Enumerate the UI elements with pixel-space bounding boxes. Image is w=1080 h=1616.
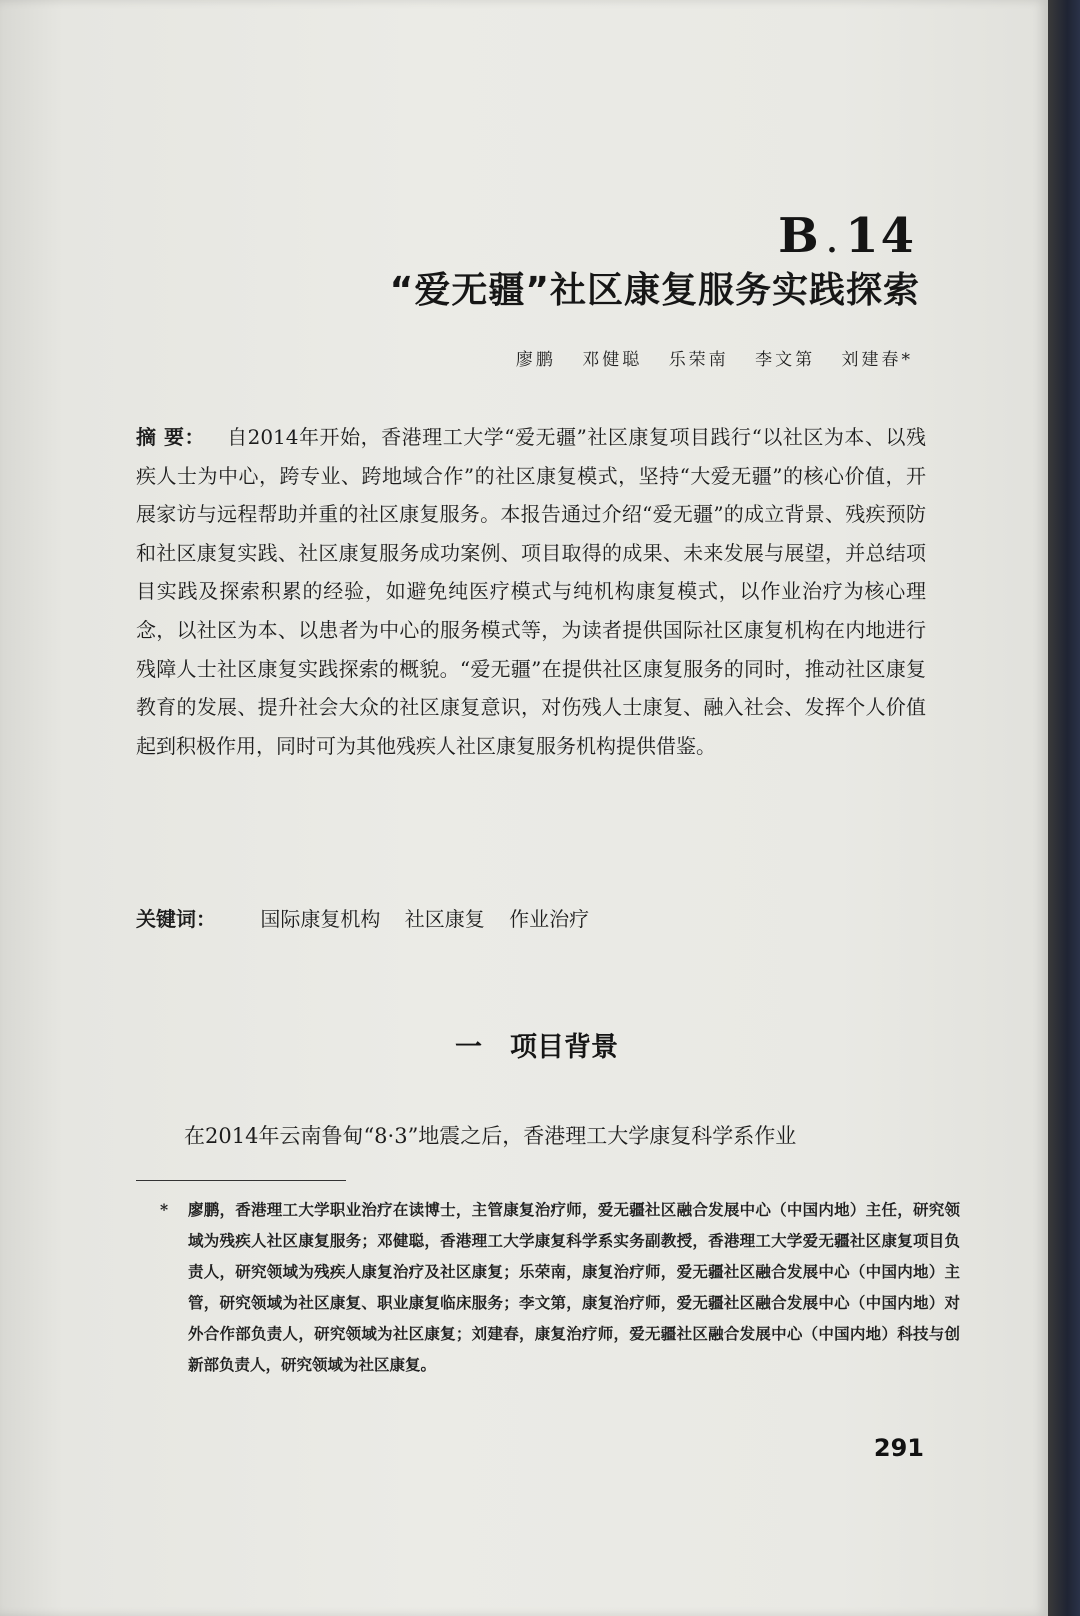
keywords-label: 关键词： <box>136 907 216 931</box>
section-number: 一 <box>455 1032 482 1063</box>
author: 刘建春* <box>841 350 913 370</box>
book-spine-edge <box>1048 0 1080 1616</box>
abstract-text: 自2014年开始，香港理工大学“爱无疆”社区康复项目践行“以社区为本、以残疾人士为中心，跨专业、跨地域合作”的社区康复模式，坚持“大爱无疆”的核心价值，开展家访与远程帮助并重的社区康复服务。本报告通过介绍“爱无疆”的成立背景、残疾预防和社区康复实践、社区康复服务成功案例、项目取得的成果、未来发展与展望，并总结项目实践及探索积累的经验，如避免纯医疗模式与纯机构康复模式，以作业治疗为核心理念，以社区为本、以患者为中心的服务模式等，为读者提供国际社区康复机构在内地进行残障人士社区康复实践探索的概貌。“爱无疆”在提供社区康复服务的同时，推动社区康复教育的发展、提升社会大众的社区康复意识，对伤残人士康复、融入社会、发挥个人价值起到积极作用，同时可为其他残疾人社区康复服务机构提供借鉴。 <box>136 425 926 758</box>
author-list <box>516 345 913 370</box>
chapter-number <box>778 208 916 264</box>
section-heading <box>455 1025 618 1064</box>
keyword: 社区康复 <box>404 907 485 931</box>
body-paragraph: 在2014年云南鲁甸“8·3”地震之后，香港理工大学康复科学系作业 <box>184 1124 797 1148</box>
section-title: 项目背景 <box>510 1032 618 1063</box>
article-title: “爱无疆”社区康复服务实践探索 <box>389 270 920 311</box>
running-header-bleed <box>898 70 1018 130</box>
abstract <box>136 418 926 765</box>
footnote-text: 廖鹏，香港理工大学职业治疗在读博士，主管康复治疗师，爱无疆社区融合发展中心（中国内地）主任，研究领域为残疾人社区康复服务；邓健聪，香港理工大学康复科学系实务副教授，香港理工大学爱无疆社区康复项目负责人，研究领域为残疾人康复治疗及社区康复；乐荣南，康复治疗师，爱无疆社区融合发展中心（中国内地）主管，研究领域为社区康复、职业康复临床服务；李文第，康复治疗师，爱无疆社区融合发展中心（中国内地）对外合作部负责人，研究领域为社区康复；刘建春，康复治疗师，爱无疆社区融合发展中心（中国内地）科技与创新部负责人，研究领域为社区康复。 <box>188 1200 960 1374</box>
author: 廖鹏 <box>515 350 556 370</box>
chapter-separator: . <box>826 225 840 260</box>
keyword: 国际康复机构 <box>260 907 381 931</box>
keywords <box>136 903 607 932</box>
abstract-label: 摘 要： <box>136 425 206 449</box>
page-number: 291 <box>873 1434 924 1462</box>
author: 乐荣南 <box>668 350 729 370</box>
author: 李文第 <box>755 350 816 370</box>
keyword: 作业治疗 <box>509 907 590 931</box>
footnote-mark: * <box>160 1200 169 1219</box>
footnote <box>160 1194 960 1380</box>
chapter-letter: B <box>778 208 821 264</box>
chapter-digits: 14 <box>845 208 916 264</box>
author: 邓健聪 <box>582 350 643 370</box>
footnote-rule <box>136 1180 346 1181</box>
